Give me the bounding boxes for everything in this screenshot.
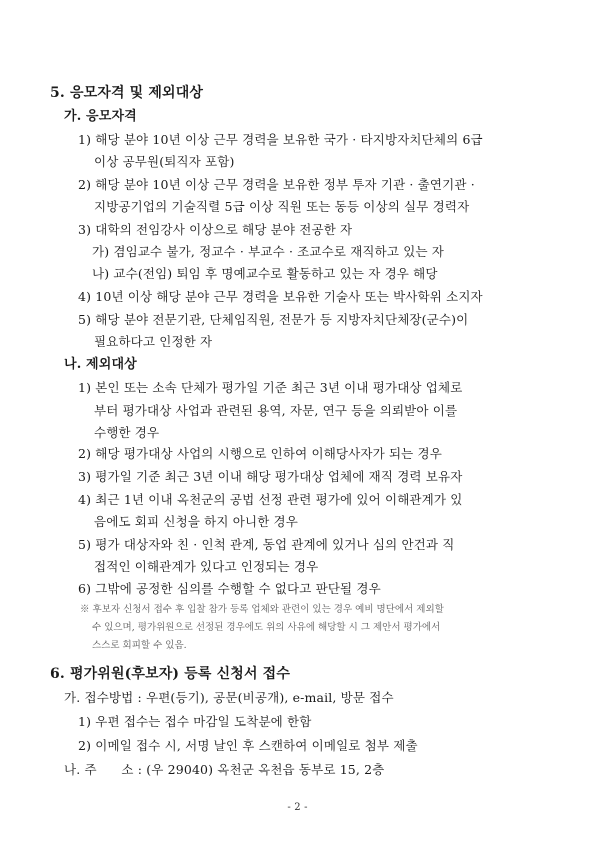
section-5b-heading: 나. 제외대상 [64, 357, 137, 372]
list-item: 5) 해당 분야 전문기관, 단체임직원, 전문가 등 지방자치단체장(군수)이 [78, 312, 469, 327]
list-item-continuation: 부터 평가대상 사업과 관련된 용역, 자문, 연구 등을 의뢰받아 이를 [94, 403, 458, 418]
footnote-line: ※ 후보자 신청서 접수 후 입찰 참가 등록 업체와 관련이 있는 경우 예비 명단에서 제외할 [80, 604, 444, 615]
list-item: 2) 해당 평가대상 사업의 시행으로 인하여 이해당사자가 되는 경우 [78, 446, 442, 461]
list-item-continuation: 접적인 이해관계가 있다고 인정되는 경우 [94, 559, 319, 574]
section-5a-heading: 가. 응모자격 [64, 109, 137, 124]
address-line: 나. 주 소 : (우 29040) 옥천군 옥천읍 동부로 15, 2층 [64, 762, 385, 777]
list-item-continuation: 음에도 회피 신청을 하지 아니한 경우 [94, 514, 298, 529]
list-item: 1) 우편 접수는 접수 마감일 도착분에 한함 [78, 714, 312, 729]
list-item-continuation: 필요하다고 인정한 자 [94, 334, 213, 349]
sub-list-item: 나) 교수(전임) 퇴임 후 명예교수로 활동하고 있는 자 경우 해당 [92, 266, 438, 281]
list-item: 6) 그밖에 공정한 심의를 수행할 수 없다고 판단될 경우 [78, 581, 381, 596]
section-6-line: 가. 접수방법 : 우편(등기), 공문(비공개), e-mail, 방문 접수 [64, 690, 394, 705]
sub-list-item: 가) 겸임교수 불가, 정교수 · 부교수 · 조교수로 재직하고 있는 자 [92, 244, 445, 259]
footnote-line: 수 있으며, 평가위원으로 선정된 경우에도 위의 사유에 해당할 시 그 제안서 평가에서 [92, 622, 441, 633]
list-item: 4) 최근 1년 이내 옥천군의 공법 선정 관련 평가에 있어 이해관계가 있 [78, 492, 463, 507]
list-item: 2) 해당 분야 10년 이상 근무 경력을 보유한 정부 투자 기관 · 출연기관 · [78, 177, 475, 192]
footnote-line: 스스로 회피할 수 있음. [92, 640, 187, 651]
list-item-continuation: 이상 공무원(퇴직자 포함) [94, 154, 235, 169]
list-item: 1) 해당 분야 10년 이상 근무 경력을 보유한 국가 · 타지방자치단체의 6급 [78, 132, 483, 147]
section-5-title: 5. 응모자격 및 제외대상 [50, 85, 204, 101]
list-item: 1) 본인 또는 소속 단체가 평가일 기준 최근 3년 이내 평가대상 업체로 [78, 380, 463, 395]
list-item-continuation: 지방공기업의 기술직렬 5급 이상 직원 또는 동등 이상의 실무 경력자 [94, 199, 470, 214]
list-item: 3) 대학의 전임강사 이상으로 해당 분야 전공한 자 [78, 222, 353, 237]
section-6-title: 6. 평가위원(후보자) 등록 신청서 접수 [50, 666, 290, 682]
page-number: - 2 - [287, 802, 308, 813]
list-item-continuation: 수행한 경우 [94, 425, 160, 440]
list-item: 2) 이메일 접수 시, 서명 날인 후 스캔하여 이메일로 첨부 제출 [78, 738, 418, 753]
list-item: 5) 평가 대상자와 친 · 인척 관계, 동업 관계에 있거나 심의 안건과 직 [78, 537, 455, 552]
list-item: 3) 평가일 기준 최근 3년 이내 해당 평가대상 업체에 재직 경력 보유자 [78, 469, 463, 484]
list-item: 4) 10년 이상 해당 분야 근무 경력을 보유한 기술사 또는 박사학위 소지자 [78, 289, 483, 304]
